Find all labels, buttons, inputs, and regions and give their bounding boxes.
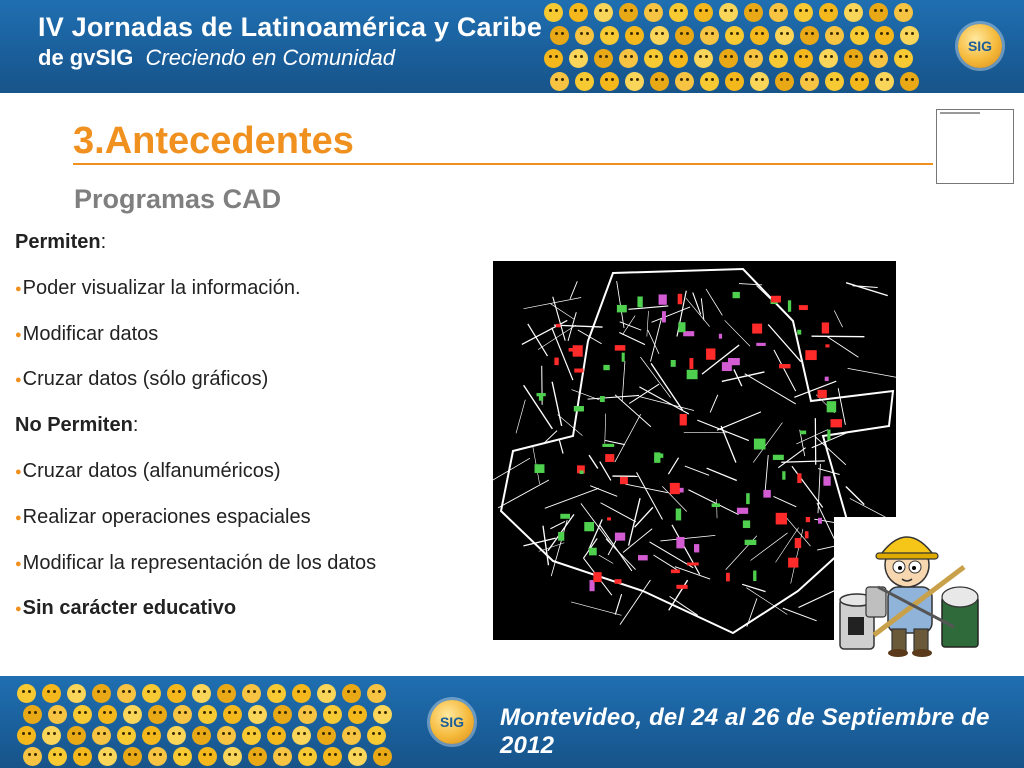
smiley-icon (900, 26, 919, 45)
smiley-icon (769, 3, 788, 22)
smiley-icon (373, 747, 392, 766)
smiley-icon (273, 705, 292, 724)
smiley-icon (644, 3, 663, 22)
smiley-icon (317, 726, 336, 745)
smiley-icon (619, 3, 638, 22)
smiley-icon (73, 747, 92, 766)
smiley-icon (192, 726, 211, 745)
smiley-icon (675, 26, 694, 45)
bullet-icon: ● (15, 282, 22, 295)
list-item: ●Cruzar datos (sólo gráficos) (15, 368, 269, 391)
smiley-icon (875, 72, 894, 91)
smiley-icon (323, 747, 342, 766)
smiley-icon (248, 747, 267, 766)
smiley-icon (869, 3, 888, 22)
smiley-icon (42, 726, 61, 745)
smiley-icon (719, 49, 738, 68)
smiley-icon (750, 26, 769, 45)
bullet-icon: ● (15, 557, 22, 570)
event-date-location: Montevideo, del 24 al 26 de Septiembre de 2012 (500, 704, 990, 759)
smiley-icon (794, 3, 813, 22)
smiley-icon (819, 3, 838, 22)
smiley-icon (142, 726, 161, 745)
smiley-icon (700, 72, 719, 91)
smiley-icon (800, 72, 819, 91)
smiley-icon (217, 726, 236, 745)
smiley-icon (675, 72, 694, 91)
smiley-icon (223, 747, 242, 766)
smiley-icon (148, 747, 167, 766)
smiley-icon (198, 747, 217, 766)
smiley-icon (600, 26, 619, 45)
footer-banner (0, 676, 1024, 768)
smiley-icon (92, 726, 111, 745)
smiley-icon (367, 684, 386, 703)
smiley-icon (348, 747, 367, 766)
smiley-icon (625, 26, 644, 45)
smiley-icon (825, 72, 844, 91)
smiley-icon (669, 3, 688, 22)
smiley-icon (373, 705, 392, 724)
list-item: ●Realizar operaciones espaciales (15, 505, 311, 528)
list-heading: Permiten: (15, 231, 107, 253)
smiley-icon (98, 705, 117, 724)
header-banner (0, 0, 1024, 93)
smiley-icon (298, 747, 317, 766)
smiley-icon (48, 705, 67, 724)
smiley-icon (725, 26, 744, 45)
smiley-icon (198, 705, 217, 724)
smiley-icon (223, 705, 242, 724)
smiley-icon (173, 747, 192, 766)
smiley-icon (875, 26, 894, 45)
smiley-icon (292, 726, 311, 745)
smiley-icon (248, 705, 267, 724)
smiley-icon (575, 26, 594, 45)
smiley-icon (23, 747, 42, 766)
smiley-icon (167, 684, 186, 703)
smiley-icon (550, 26, 569, 45)
smiley-icon (367, 726, 386, 745)
smiley-icon (267, 684, 286, 703)
smiley-pattern (15, 676, 415, 768)
smiley-icon (148, 705, 167, 724)
smiley-icon (242, 684, 261, 703)
smiley-icon (17, 684, 36, 703)
smiley-icon (67, 726, 86, 745)
smiley-icon (750, 72, 769, 91)
smiley-icon (569, 49, 588, 68)
slide-thumbnail (936, 109, 1014, 184)
content-list (15, 229, 485, 641)
smiley-icon (719, 3, 738, 22)
smiley-icon (794, 49, 813, 68)
smiley-icon (267, 726, 286, 745)
smiley-icon (700, 26, 719, 45)
smiley-icon (850, 26, 869, 45)
smiley-icon (67, 684, 86, 703)
smiley-icon (323, 705, 342, 724)
smiley-icon (894, 3, 913, 22)
smiley-icon (117, 684, 136, 703)
event-tagline: Creciendo en Comunidad (145, 45, 395, 70)
list-item: ●Poder visualizar la información. (15, 276, 301, 299)
event-subtitle (38, 45, 395, 71)
smiley-icon (167, 726, 186, 745)
event-name: de gvSIG (38, 45, 134, 70)
smiley-icon (650, 26, 669, 45)
smiley-icon (544, 49, 563, 68)
event-title: IV Jornadas de Latinoamérica y Caribe (38, 12, 543, 42)
smiley-icon (644, 49, 663, 68)
smiley-icon (292, 684, 311, 703)
smiley-icon (342, 726, 361, 745)
smiley-icon (744, 49, 763, 68)
list-item: ●Cruzar datos (alfanuméricos) (15, 459, 281, 482)
smiley-icon (825, 26, 844, 45)
smiley-icon (273, 747, 292, 766)
slide-subtitle: Programas CAD (74, 184, 282, 214)
smiley-icon (42, 684, 61, 703)
smiley-icon (73, 705, 92, 724)
gvsig-logo: SIG (430, 700, 474, 744)
slide-title: 3.Antecedentes (73, 120, 354, 162)
smiley-icon (17, 726, 36, 745)
smiley-icon (123, 705, 142, 724)
smiley-icon (625, 72, 644, 91)
smiley-icon (348, 705, 367, 724)
smiley-icon (594, 3, 613, 22)
bullet-icon: ● (15, 374, 22, 387)
smiley-icon (894, 49, 913, 68)
title-divider (73, 163, 933, 165)
smiley-icon (142, 684, 161, 703)
smiley-icon (619, 49, 638, 68)
smiley-icon (900, 72, 919, 91)
engineer-cartoon-illustration (834, 517, 982, 659)
smiley-icon (775, 72, 794, 91)
smiley-icon (650, 72, 669, 91)
smiley-icon (173, 705, 192, 724)
smiley-icon (694, 3, 713, 22)
list-heading: No Permiten: (15, 414, 139, 437)
smiley-icon (575, 72, 594, 91)
list-item: ●Modificar datos (15, 322, 159, 345)
smiley-icon (694, 49, 713, 68)
smiley-icon (844, 49, 863, 68)
smiley-icon (744, 3, 763, 22)
smiley-icon (192, 684, 211, 703)
list-item: ●Modificar la representación de los datos (15, 551, 377, 574)
smiley-icon (819, 49, 838, 68)
smiley-icon (800, 26, 819, 45)
smiley-icon (98, 747, 117, 766)
bullet-icon: ● (15, 603, 22, 616)
smiley-icon (48, 747, 67, 766)
bullet-icon: ● (15, 328, 22, 341)
smiley-icon (92, 684, 111, 703)
smiley-icon (725, 72, 744, 91)
smiley-icon (544, 3, 563, 22)
smiley-icon (869, 49, 888, 68)
smiley-icon (550, 72, 569, 91)
list-item: ●Sin carácter educativo (15, 597, 237, 620)
smiley-pattern (540, 0, 940, 93)
smiley-icon (594, 49, 613, 68)
bullet-icon: ● (15, 465, 22, 478)
smiley-icon (769, 49, 788, 68)
bullet-icon: ● (15, 511, 22, 524)
smiley-icon (123, 747, 142, 766)
smiley-icon (569, 3, 588, 22)
smiley-icon (217, 684, 236, 703)
smiley-icon (23, 705, 42, 724)
smiley-icon (242, 726, 261, 745)
gvsig-logo: SIG (958, 24, 1002, 68)
smiley-icon (298, 705, 317, 724)
smiley-icon (775, 26, 794, 45)
smiley-icon (317, 684, 336, 703)
smiley-icon (844, 3, 863, 22)
smiley-icon (669, 49, 688, 68)
smiley-icon (117, 726, 136, 745)
smiley-icon (850, 72, 869, 91)
smiley-icon (600, 72, 619, 91)
smiley-icon (342, 684, 361, 703)
